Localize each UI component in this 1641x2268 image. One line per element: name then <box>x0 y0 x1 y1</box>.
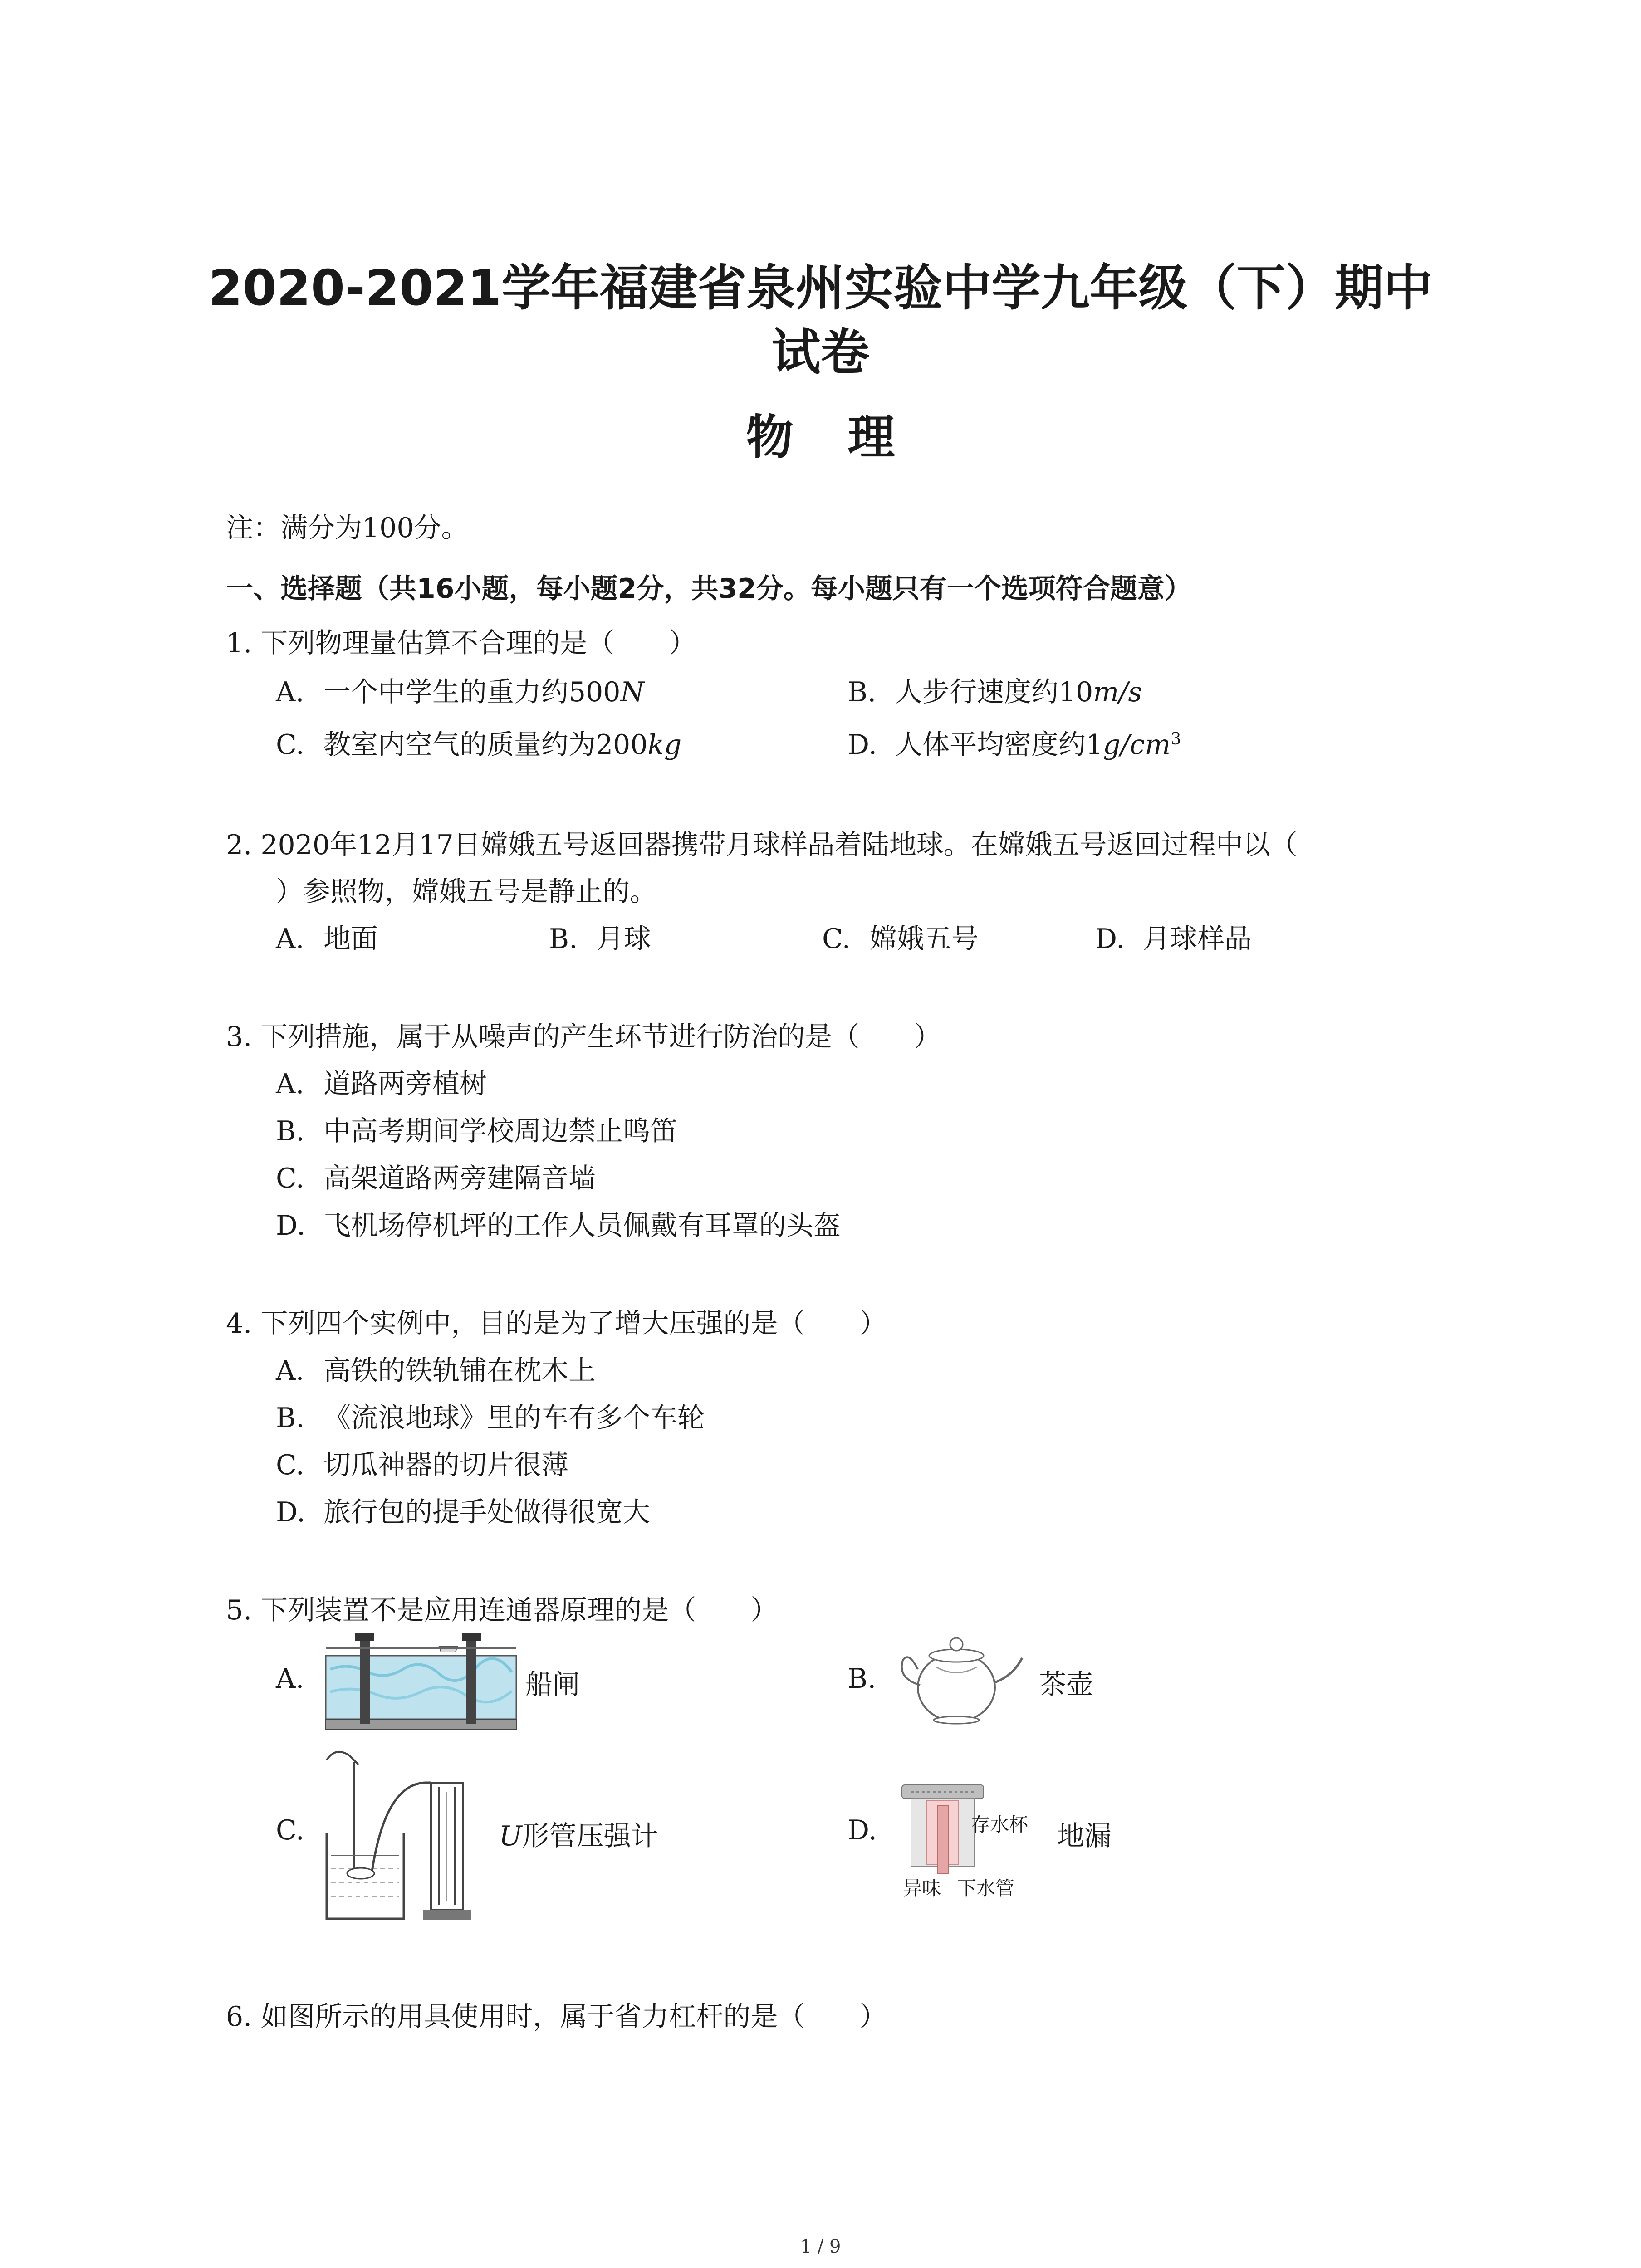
exam-title-line1: 2020-2021学年福建省泉州实验中学九年级（下）期中 <box>208 260 1433 317</box>
question-3-stem: 3. 下列措施，属于从噪声的产生环节进行防治的是（ ） <box>226 1021 941 1053</box>
question-3-option-c[interactable] <box>276 1157 596 1196</box>
option-label: C. <box>822 923 851 955</box>
option-label: D. <box>276 1496 306 1528</box>
exam-title-line2: 试卷 <box>771 324 870 381</box>
teapot-figure <box>893 1624 1029 1733</box>
question-5-option-b-label: B. <box>847 1663 877 1695</box>
ship-lock-caption: 船闸 <box>525 1669 580 1701</box>
question-1-option-c[interactable] <box>276 723 681 762</box>
drain-cup-label: 存水杯 <box>971 1813 1029 1836</box>
option-unit: N <box>620 676 645 708</box>
option-text: 地面 <box>323 923 378 955</box>
option-text: 中高考期间学校周边禁止鸣笛 <box>323 1115 677 1147</box>
drain-pipe-label: 下水管 <box>957 1877 1015 1899</box>
option-text: 高铁的铁轨铺在枕木上 <box>323 1355 596 1387</box>
option-unit: g/cm <box>1103 729 1171 761</box>
question-6-stem: 6. 如图所示的用具使用时，属于省力杠杆的是（ ） <box>226 2001 887 2033</box>
option-text: 道路两旁植树 <box>323 1068 487 1100</box>
question-3-option-b[interactable] <box>276 1110 677 1149</box>
question-2-option-c[interactable] <box>822 917 979 956</box>
question-4-option-a[interactable] <box>276 1349 596 1388</box>
option-label: B. <box>276 1402 305 1434</box>
question-3-option-a[interactable] <box>276 1062 487 1101</box>
question-1-option-a[interactable] <box>276 670 644 709</box>
option-label: C. <box>276 1163 304 1194</box>
section-heading: 一、选择题（共16小题，每小题2分，共32分。每小题只有一个选项符合题意） <box>226 573 1192 605</box>
question-2-stem-line2: ）参照物，嫦娥五号是静止的。 <box>276 876 657 908</box>
option-superscript: 3 <box>1171 730 1181 748</box>
question-4-option-d[interactable] <box>276 1491 650 1530</box>
option-label: B. <box>847 676 877 708</box>
question-4-option-b[interactable] <box>276 1396 705 1435</box>
question-4-stem: 4. 下列四个实例中，目的是为了增大压强的是（ ） <box>226 1308 887 1339</box>
option-label: C. <box>276 1449 304 1481</box>
drain-smell-label: 异味 <box>903 1877 941 1899</box>
option-text: 月球样品 <box>1143 923 1252 955</box>
u-letter: U <box>499 1820 522 1852</box>
option-label: D. <box>276 1210 306 1242</box>
u-tube-manometer-figure <box>318 1737 499 1928</box>
question-5-option-c-label: C. <box>276 1814 304 1846</box>
option-text: 嫦娥五号 <box>870 923 979 955</box>
subject-title: 物理 <box>746 410 950 465</box>
option-text: 旅行包的提手处做得很宽大 <box>323 1496 650 1528</box>
option-label: D. <box>847 729 877 761</box>
question-5-stem: 5. 下列装置不是应用连通器原理的是（ ） <box>226 1594 778 1626</box>
score-note: 注：满分为100分。 <box>226 512 469 544</box>
option-text: 教室内空气的质量约为200 <box>323 729 648 761</box>
question-2-option-b[interactable] <box>549 917 651 956</box>
option-text: 人步行速度约10 <box>895 676 1093 708</box>
option-label: B. <box>276 1115 305 1147</box>
question-2-option-a[interactable] <box>276 917 378 956</box>
question-1-stem: 1. 下列物理量估算不合理的是（ ） <box>226 627 696 659</box>
option-text: 高架道路两旁建隔音墙 <box>323 1163 596 1194</box>
teapot-caption: 茶壶 <box>1039 1669 1093 1701</box>
floor-drain-caption: 地漏 <box>1057 1820 1112 1852</box>
option-text: 月球 <box>597 923 651 955</box>
option-label: B. <box>549 923 578 955</box>
u-tube-caption <box>499 1814 658 1853</box>
option-text: 飞机场停机坪的工作人员佩戴有耳罩的头盔 <box>323 1210 841 1242</box>
option-unit: m/s <box>1093 676 1142 708</box>
option-unit: kg <box>647 729 682 761</box>
question-5-option-a-label: A. <box>276 1663 304 1695</box>
question-5-option-d-label: D. <box>847 1814 877 1846</box>
option-text: 一个中学生的重力约500 <box>323 676 621 708</box>
option-text: 《流浪地球》里的车有多个车轮 <box>323 1402 705 1434</box>
option-label: A. <box>276 1355 304 1387</box>
option-label: C. <box>276 729 304 761</box>
u-tube-caption-text: 形管压强计 <box>522 1820 658 1852</box>
question-1-option-b[interactable] <box>847 670 1142 709</box>
option-text: 切瓜神器的切片很薄 <box>323 1449 568 1481</box>
option-text: 人体平均密度约1 <box>895 729 1103 761</box>
option-label: D. <box>1095 923 1125 955</box>
question-3-option-d[interactable] <box>276 1204 841 1243</box>
question-2-option-d[interactable] <box>1095 917 1252 956</box>
question-1-option-d[interactable] <box>847 723 1181 762</box>
option-label: A. <box>276 923 304 955</box>
page-number: 1 / 9 <box>800 2236 841 2257</box>
question-4-option-c[interactable] <box>276 1443 568 1482</box>
question-2-stem-line1: 2. 2020年12月17日嫦娥五号返回器携带月球样品着陆地球。在嫦娥五号返回过程中以（ <box>226 829 1298 861</box>
ship-lock-figure <box>321 1628 521 1733</box>
option-label: A. <box>276 1068 304 1100</box>
option-label: A. <box>276 676 304 708</box>
